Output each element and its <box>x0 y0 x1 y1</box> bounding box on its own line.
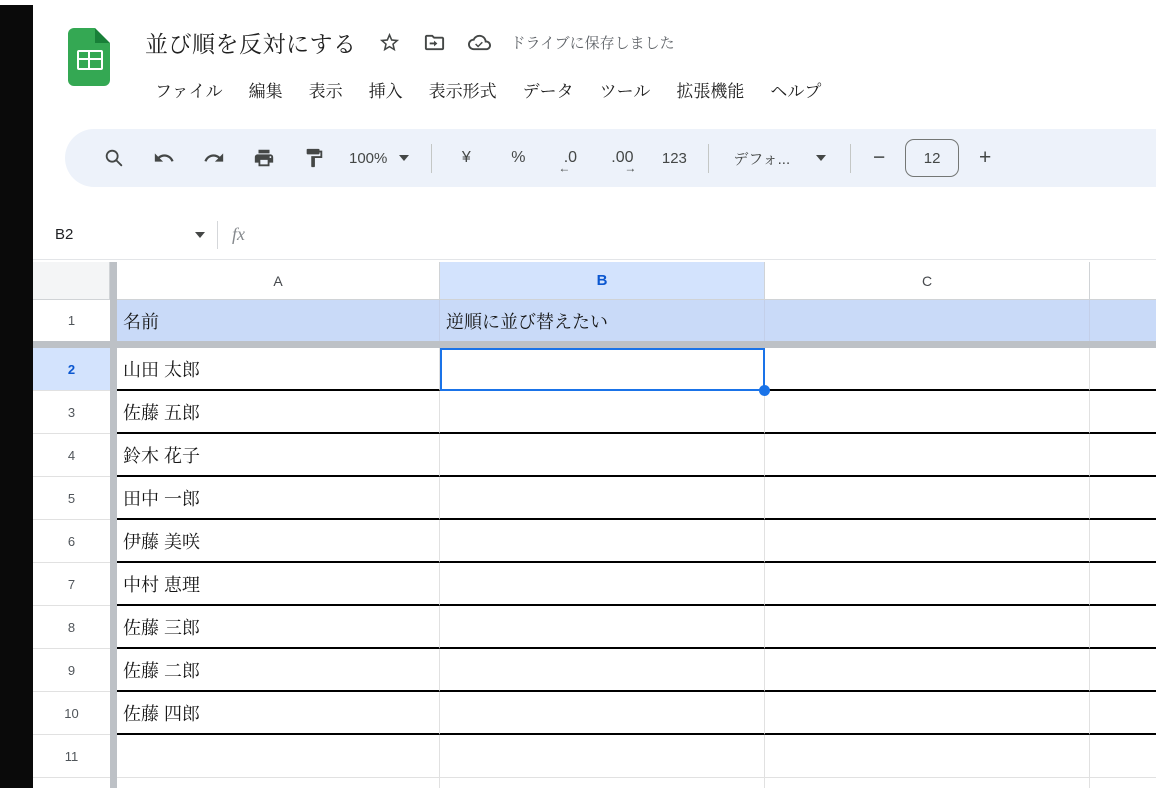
fill-handle[interactable] <box>759 385 770 396</box>
table-row-4 <box>33 434 1156 477</box>
table-row-9 <box>33 649 1156 692</box>
cell-A10[interactable]: 佐藤 四郎 <box>117 692 440 735</box>
menu-file[interactable]: ファイル <box>155 81 223 101</box>
cell-C10[interactable] <box>765 692 1090 735</box>
table-row-10 <box>33 692 1156 735</box>
row-header-5[interactable]: 5 <box>33 477 110 520</box>
sheets-logo-icon[interactable] <box>68 28 110 86</box>
cell-D11[interactable] <box>1090 735 1156 778</box>
freeze-column-handle[interactable] <box>110 778 117 788</box>
freeze-column-handle[interactable] <box>110 477 117 520</box>
cell-reference: B2 <box>55 226 74 243</box>
cell-D1[interactable] <box>1090 300 1156 341</box>
cell-C3[interactable] <box>765 391 1090 434</box>
logo-grid-glyph <box>77 50 103 70</box>
row-header-4[interactable]: 4 <box>33 434 110 477</box>
decrease-decimal-label: .0 <box>563 149 578 166</box>
decrease-decimal-button[interactable] <box>544 138 596 178</box>
document-title[interactable]: 並び順を反対にする <box>145 30 357 57</box>
cell-C12[interactable] <box>765 778 1090 788</box>
chevron-down-icon <box>816 155 826 161</box>
cell-C9[interactable] <box>765 649 1090 692</box>
format-percent-button[interactable]: % <box>511 149 526 166</box>
menu-data[interactable]: データ <box>522 81 574 101</box>
freeze-column-handle[interactable] <box>110 692 117 735</box>
row-header-9[interactable]: 9 <box>33 649 110 692</box>
menu-help[interactable]: ヘルプ <box>770 81 822 101</box>
cell-B1[interactable]: 逆順に並び替えたい <box>440 300 765 341</box>
redo-icon[interactable] <box>189 138 239 178</box>
column-header-row <box>33 262 1156 300</box>
undo-icon[interactable] <box>139 138 189 178</box>
menu-bar <box>142 74 834 104</box>
increase-decimal-label: .00 <box>611 149 634 166</box>
cell-A5[interactable]: 田中 一郎 <box>117 477 440 520</box>
cell-C6[interactable] <box>765 520 1090 563</box>
font-family-value: デフォ... <box>733 150 791 168</box>
toolbar-divider <box>850 144 851 173</box>
cell-D4[interactable] <box>1090 434 1156 477</box>
select-all-corner[interactable] <box>33 262 110 300</box>
column-header-B[interactable]: B <box>440 262 765 300</box>
increase-decimal-button[interactable] <box>596 138 648 178</box>
freeze-column-handle[interactable] <box>110 348 117 391</box>
menu-view[interactable]: 表示 <box>308 81 343 101</box>
table-row-1 <box>33 300 1156 341</box>
table-row-3 <box>33 391 1156 434</box>
move-to-folder-icon[interactable] <box>423 30 447 54</box>
cell-A2[interactable]: 山田 太郎 <box>117 348 440 391</box>
freeze-column-handle[interactable] <box>110 262 117 300</box>
chevron-down-icon <box>195 232 205 238</box>
row-header-12[interactable] <box>33 778 110 788</box>
freeze-column-handle[interactable] <box>110 735 117 778</box>
freeze-column-handle[interactable] <box>110 300 117 341</box>
cell-D9[interactable] <box>1090 649 1156 692</box>
menu-extensions[interactable]: 拡張機能 <box>676 81 745 101</box>
cell-D7[interactable] <box>1090 563 1156 606</box>
formula-bar-divider <box>217 221 218 249</box>
column-header-A[interactable]: A <box>117 262 440 300</box>
cell-D6[interactable] <box>1090 520 1156 563</box>
cell-C11[interactable] <box>765 735 1090 778</box>
toolbar-divider <box>431 144 432 173</box>
paint-format-icon[interactable] <box>289 138 339 178</box>
row-header-11[interactable]: 11 <box>33 735 110 778</box>
star-icon[interactable] <box>378 30 402 54</box>
cell-C2[interactable] <box>765 348 1090 391</box>
cell-C8[interactable] <box>765 606 1090 649</box>
menu-edit[interactable]: 編集 <box>248 81 283 101</box>
table-row-7 <box>33 563 1156 606</box>
freeze-column-handle[interactable] <box>110 391 117 434</box>
cell-B2[interactable] <box>440 348 765 391</box>
name-box[interactable] <box>55 226 205 243</box>
print-icon[interactable] <box>239 138 289 178</box>
freeze-column-handle[interactable] <box>110 563 117 606</box>
cell-A9[interactable]: 佐藤 二郎 <box>117 649 440 692</box>
decrease-font-size-button[interactable]: − <box>873 146 886 169</box>
row-header-2[interactable]: 2 <box>33 348 110 391</box>
zoom-selector[interactable] <box>339 150 423 167</box>
toolbar-divider <box>708 144 709 173</box>
cloud-saved-icon[interactable] <box>468 30 492 54</box>
row-header-3[interactable]: 3 <box>33 391 110 434</box>
menu-insert[interactable]: 挿入 <box>368 81 403 101</box>
cell-C5[interactable] <box>765 477 1090 520</box>
font-size-input[interactable]: 12 <box>905 139 959 177</box>
cell-B9[interactable] <box>440 649 765 692</box>
cell-A12[interactable] <box>117 778 440 788</box>
chevron-down-icon <box>399 155 409 161</box>
cell-A6[interactable]: 伊藤 美咲 <box>117 520 440 563</box>
fx-icon[interactable]: fx <box>232 224 245 244</box>
desktop-background <box>0 5 33 788</box>
cell-B8[interactable] <box>440 606 765 649</box>
more-number-formats-button[interactable]: 123 <box>661 149 687 167</box>
freeze-column-handle[interactable] <box>110 606 117 649</box>
format-currency-button[interactable]: ¥ <box>461 149 471 166</box>
row-header-6[interactable]: 6 <box>33 520 110 563</box>
cell-D10[interactable] <box>1090 692 1156 735</box>
cell-B7[interactable] <box>440 563 765 606</box>
cell-B5[interactable] <box>440 477 765 520</box>
cell-D2[interactable] <box>1090 348 1156 391</box>
row-header-10[interactable]: 10 <box>33 692 110 735</box>
table-row-12-partial <box>33 778 1156 788</box>
search-icon[interactable] <box>89 138 139 178</box>
table-row-6 <box>33 520 1156 563</box>
cell-B4[interactable] <box>440 434 765 477</box>
cell-A7[interactable]: 中村 恵理 <box>117 563 440 606</box>
cell-D3[interactable] <box>1090 391 1156 434</box>
column-header-C[interactable]: C <box>765 262 1090 300</box>
font-family-selector[interactable] <box>717 148 842 169</box>
logo-fold <box>95 28 110 43</box>
cell-D12[interactable] <box>1090 778 1156 788</box>
cell-C1[interactable] <box>765 300 1090 341</box>
cell-B10[interactable] <box>440 692 765 735</box>
cell-B11[interactable] <box>440 735 765 778</box>
cell-A3[interactable]: 佐藤 五郎 <box>117 391 440 434</box>
cell-A8[interactable]: 佐藤 三郎 <box>117 606 440 649</box>
cell-D5[interactable] <box>1090 477 1156 520</box>
menu-format[interactable]: 表示形式 <box>428 81 497 101</box>
title-bar <box>145 24 675 60</box>
toolbar <box>65 129 1156 187</box>
cell-D8[interactable] <box>1090 606 1156 649</box>
row-header-7[interactable]: 7 <box>33 563 110 606</box>
table-row-2 <box>33 348 1156 391</box>
menu-tools[interactable]: ツール <box>599 81 651 101</box>
freeze-row-handle[interactable] <box>33 341 1156 348</box>
cell-B3[interactable] <box>440 391 765 434</box>
table-row-5 <box>33 477 1156 520</box>
table-row-11 <box>33 735 1156 778</box>
table-row-8 <box>33 606 1156 649</box>
freeze-column-handle[interactable] <box>110 520 117 563</box>
cell-A11[interactable] <box>117 735 440 778</box>
cell-B12[interactable] <box>440 778 765 788</box>
zoom-value: 100% <box>349 149 388 167</box>
increase-font-size-button[interactable]: + <box>979 146 992 169</box>
increase-decimal-arrow: → <box>624 161 637 175</box>
save-status-text[interactable]: ドライブに保存しました <box>510 34 675 52</box>
cell-C4[interactable] <box>765 434 1090 477</box>
freeze-column-handle[interactable] <box>110 649 117 692</box>
formula-bar <box>33 210 1156 260</box>
decrease-decimal-arrow: ← <box>558 161 571 175</box>
row-header-1[interactable]: 1 <box>33 300 110 341</box>
spreadsheet-grid <box>33 262 1156 788</box>
cell-B6[interactable] <box>440 520 765 563</box>
cell-A4[interactable]: 鈴木 花子 <box>117 434 440 477</box>
cell-A1[interactable]: 名前 <box>117 300 440 341</box>
column-header-D-partial[interactable] <box>1090 262 1156 300</box>
freeze-column-handle[interactable] <box>110 434 117 477</box>
row-header-8[interactable]: 8 <box>33 606 110 649</box>
sheets-window <box>33 0 1156 788</box>
cell-C7[interactable] <box>765 563 1090 606</box>
